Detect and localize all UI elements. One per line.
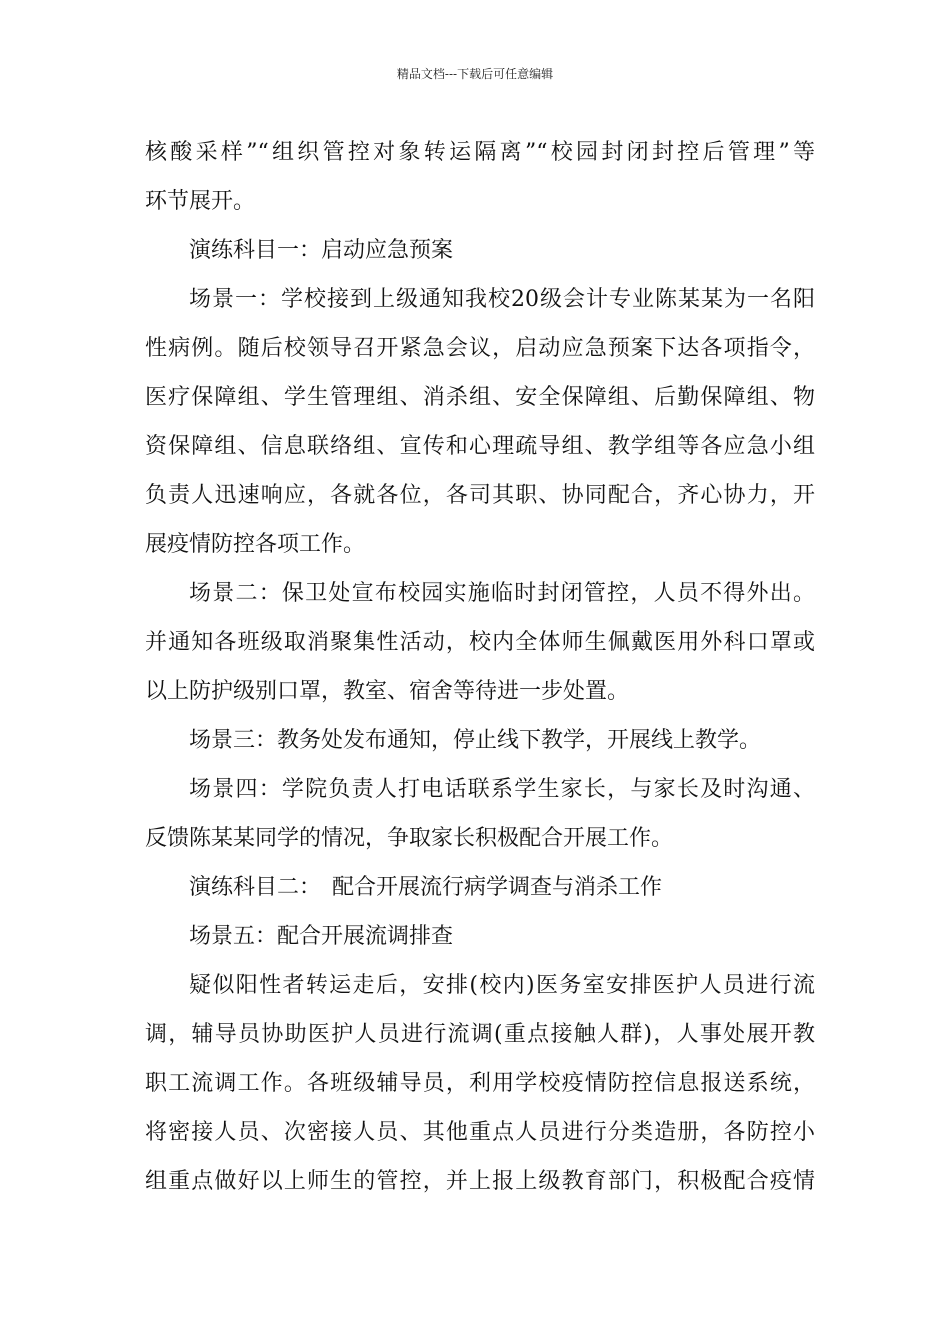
text-line: 医疗保障组、学生管理组、消杀组、安全保障组、后勤保障组、物 [145, 385, 815, 410]
text-line: 场景一：学校接到上级通知我校20级会计专业陈某某为一名阳 [189, 287, 815, 312]
document-body [145, 128, 815, 1206]
text-line: 环节展开。 [145, 189, 256, 214]
text-line: 将密接人员、次密接人员、其他重点人员进行分类造册，各防控小 [145, 1120, 815, 1145]
text-line: 性病例。随后校领导召开紧急会议，启动应急预案下达各项指令， [145, 336, 815, 361]
text-line: 调，辅导员协助医护人员进行流调(重点接触人群)，人事处展开教 [145, 1022, 815, 1047]
text-line: 以上防护级别口罩，教室、宿舍等待进一步处置。 [145, 679, 630, 704]
text-line: 疑似阳性者转运走后，安排(校内)医务室安排医护人员进行流 [189, 973, 815, 998]
text-line: 组重点做好以上师生的管控，并上报上级教育部门，积极配合疫情 [145, 1169, 815, 1194]
page-header: 精品文档---下载后可任意编辑 [396, 67, 554, 81]
text-line: 反馈陈某某同学的情况，争取家长积极配合开展工作。 [145, 826, 674, 851]
text-line: 场景四：学院负责人打电话联系学生家长，与家长及时沟通、 [189, 777, 815, 802]
text-line: 并通知各班级取消聚集性活动，校内全体师生佩戴医用外科口罩或 [145, 630, 815, 655]
text-line: 演练科目一：启动应急预案 [189, 238, 454, 263]
text-line: 展疫情防控各项工作。 [145, 532, 366, 557]
text-line: 职工流调工作。各班级辅导员，利用学校疫情防控信息报送系统， [145, 1071, 815, 1096]
text-line: 场景三：教务处发布通知，停止线下教学，开展线上教学。 [189, 728, 762, 753]
text-line: 场景二：保卫处宣布校园实施临时封闭管控，人员不得外出。 [189, 581, 815, 606]
text-line: 资保障组、信息联络组、宣传和心理疏导组、教学组等各应急小组 [145, 434, 815, 459]
text-line: 场景五：配合开展流调排查 [189, 924, 454, 949]
text-line: 核酸采样”“组织管控对象转运隔离”“校园封闭封控后管理”等 [145, 140, 815, 165]
text-line: 演练科目二： 配合开展流行病学调查与消杀工作 [189, 875, 663, 900]
text-line: 负责人迅速响应，各就各位，各司其职、协同配合，齐心协力，开 [145, 483, 815, 508]
